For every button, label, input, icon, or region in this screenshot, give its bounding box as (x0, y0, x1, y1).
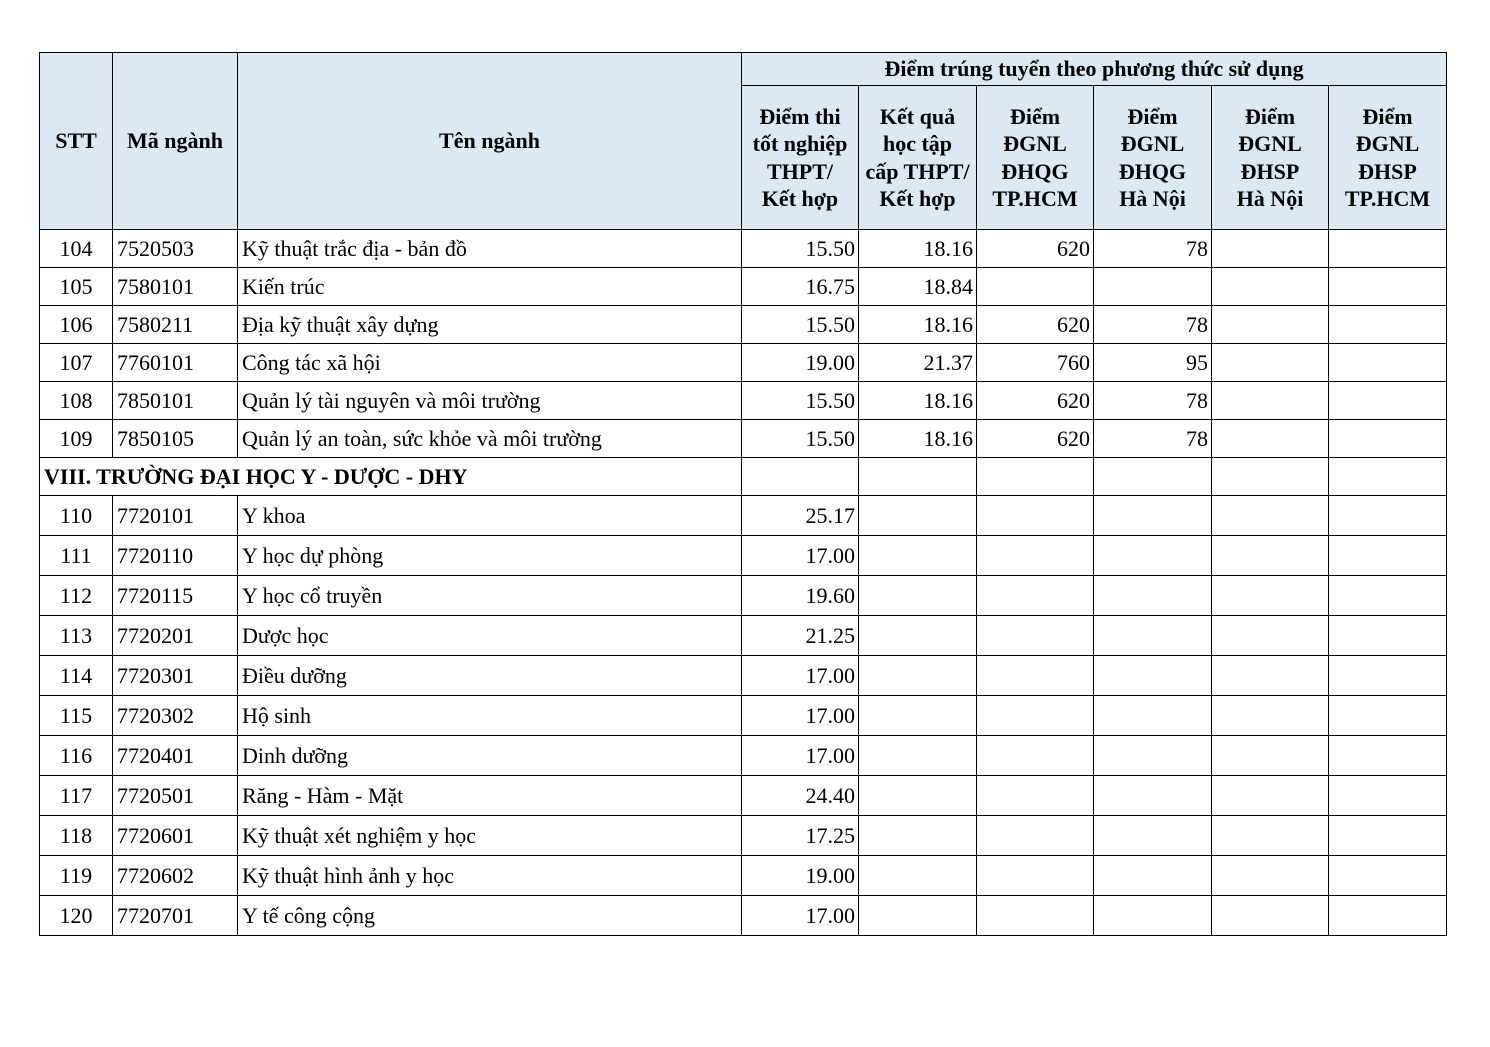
header-sub-line: ĐGNL (1003, 131, 1067, 156)
cell-dhqg-hcm (977, 576, 1094, 616)
cell-hocba (859, 496, 977, 536)
cell-code: 7720401 (113, 736, 238, 776)
cell-name: Dược học (238, 616, 742, 656)
cell-hocba (859, 656, 977, 696)
table-row (40, 896, 1447, 936)
cell-name: Y khoa (238, 496, 742, 536)
cell-stt: 104 (40, 230, 113, 268)
cell-dhqg-hcm (977, 816, 1094, 856)
cell-dhsp-hn (1212, 816, 1329, 856)
cell-dhqg-hcm (977, 536, 1094, 576)
section-empty-cell (859, 458, 977, 496)
cell-hocba (859, 616, 977, 656)
header-sub-line: Hà Nội (1236, 186, 1304, 211)
header-sub-line: ĐHSP (1240, 158, 1300, 184)
cell-dhqg-hn (1094, 696, 1212, 736)
cell-thpt: 19.00 (742, 344, 859, 382)
table-row (40, 776, 1447, 816)
section-title: VIII. TRƯỜNG ĐẠI HỌC Y - DƯỢC - DHY (40, 458, 742, 496)
cell-thpt: 17.00 (742, 896, 859, 936)
cell-dhsp-hcm (1329, 816, 1447, 856)
header-sub-line: Điểm thi (759, 103, 841, 129)
cell-stt: 118 (40, 816, 113, 856)
cell-dhqg-hcm: 620 (977, 420, 1094, 458)
cell-name: Công tác xã hội (238, 344, 742, 382)
table-row (40, 420, 1447, 458)
cell-thpt: 17.25 (742, 816, 859, 856)
cell-dhqg-hn: 78 (1094, 230, 1212, 268)
section-empty-cell (1212, 458, 1329, 496)
cell-code: 7720501 (113, 776, 238, 816)
cell-stt: 105 (40, 268, 113, 306)
cell-hocba: 21.37 (859, 344, 977, 382)
table-row (40, 344, 1447, 382)
cell-thpt: 19.60 (742, 576, 859, 616)
table-row (40, 268, 1447, 306)
header-group: Điểm trúng tuyển theo phương thức sử dụng (742, 53, 1447, 86)
cell-dhqg-hcm: 620 (977, 230, 1094, 268)
cell-dhsp-hn (1212, 736, 1329, 776)
section-empty-cell (742, 458, 859, 496)
cell-thpt: 17.00 (742, 696, 859, 736)
cell-dhqg-hn (1094, 656, 1212, 696)
cell-dhqg-hcm (977, 896, 1094, 936)
cell-dhqg-hn (1094, 856, 1212, 896)
cell-dhqg-hcm (977, 268, 1094, 306)
header-sub-line: ĐGNL (1120, 131, 1185, 156)
cell-hocba (859, 896, 977, 936)
section-empty-cell (1329, 458, 1447, 496)
cell-thpt: 15.50 (742, 420, 859, 458)
cell-dhsp-hcm (1329, 736, 1447, 776)
cell-hocba: 18.16 (859, 306, 977, 344)
table-row (40, 382, 1447, 420)
cell-stt: 111 (40, 536, 113, 576)
cell-stt: 114 (40, 656, 113, 696)
table-row (40, 230, 1447, 268)
cell-thpt: 15.50 (742, 230, 859, 268)
cell-dhqg-hn (1094, 576, 1212, 616)
header-sub-line: học tập (882, 131, 953, 156)
cell-dhqg-hcm: 620 (977, 306, 1094, 344)
cell-stt: 109 (40, 420, 113, 458)
header-sub-line: Điểm (1127, 103, 1178, 129)
cell-hocba (859, 856, 977, 896)
cell-stt: 113 (40, 616, 113, 656)
header-stt: STT (40, 53, 113, 230)
header-sub-5 (1329, 86, 1447, 230)
header-sub-line: THPT/ (766, 158, 833, 184)
header-sub-line: cấp THPT/ (865, 158, 970, 184)
cell-thpt: 15.50 (742, 382, 859, 420)
header-sub-line: Kết quả (879, 103, 956, 129)
section-row (40, 458, 1447, 496)
cell-dhqg-hn (1094, 896, 1212, 936)
header-sub-line: ĐHQG (1118, 158, 1187, 184)
cell-code: 7760101 (113, 344, 238, 382)
cell-dhsp-hn (1212, 382, 1329, 420)
header-sub-line: Điểm (1362, 103, 1413, 129)
cell-dhqg-hn: 95 (1094, 344, 1212, 382)
cell-dhsp-hn (1212, 230, 1329, 268)
header-sub-1 (859, 86, 977, 230)
cell-thpt: 25.17 (742, 496, 859, 536)
table-row (40, 736, 1447, 776)
cell-dhsp-hcm (1329, 776, 1447, 816)
cell-hocba: 18.16 (859, 230, 977, 268)
cell-dhqg-hcm (977, 736, 1094, 776)
cell-dhsp-hn (1212, 576, 1329, 616)
cell-hocba (859, 536, 977, 576)
cell-dhqg-hcm: 760 (977, 344, 1094, 382)
cell-stt: 115 (40, 696, 113, 736)
cell-dhqg-hn: 78 (1094, 306, 1212, 344)
cell-dhsp-hcm (1329, 896, 1447, 936)
cell-thpt: 21.25 (742, 616, 859, 656)
header-sub-line: ĐGNL (1238, 131, 1302, 156)
cell-hocba (859, 736, 977, 776)
table-row (40, 816, 1447, 856)
cell-dhsp-hcm (1329, 420, 1447, 458)
cell-code: 7720602 (113, 856, 238, 896)
cell-dhsp-hcm (1329, 656, 1447, 696)
cell-dhqg-hn (1094, 736, 1212, 776)
cell-stt: 119 (40, 856, 113, 896)
cell-code: 7720701 (113, 896, 238, 936)
table-row (40, 536, 1447, 576)
cell-name: Dinh dưỡng (238, 736, 742, 776)
cell-hocba (859, 696, 977, 736)
cell-code: 7580101 (113, 268, 238, 306)
header-sub-line: tốt nghiệp (752, 131, 848, 156)
cell-dhsp-hcm (1329, 856, 1447, 896)
cell-stt: 108 (40, 382, 113, 420)
cell-thpt: 19.00 (742, 856, 859, 896)
cell-dhsp-hcm (1329, 382, 1447, 420)
cell-code: 7720115 (113, 576, 238, 616)
cell-stt: 120 (40, 896, 113, 936)
header-sub-line: Kết hợp (761, 186, 839, 211)
header-sub-2 (977, 86, 1094, 230)
cell-name: Địa kỹ thuật xây dựng (238, 306, 742, 344)
cell-hocba: 18.16 (859, 420, 977, 458)
cell-name: Quản lý tài nguyên và môi trường (238, 382, 742, 420)
cell-name: Kỹ thuật trắc địa - bản đồ (238, 230, 742, 268)
cell-dhsp-hcm (1329, 344, 1447, 382)
cell-dhqg-hn (1094, 268, 1212, 306)
cell-dhsp-hcm (1329, 496, 1447, 536)
cell-code: 7580211 (113, 306, 238, 344)
cell-code: 7850101 (113, 382, 238, 420)
header-name: Tên ngành (238, 53, 742, 230)
cell-name: Răng - Hàm - Mặt (238, 776, 742, 816)
cell-stt: 117 (40, 776, 113, 816)
cell-stt: 112 (40, 576, 113, 616)
cell-dhsp-hn (1212, 306, 1329, 344)
cell-dhqg-hcm (977, 496, 1094, 536)
cell-dhqg-hcm (977, 776, 1094, 816)
cell-thpt: 16.75 (742, 268, 859, 306)
header-sub-line: Điểm (1009, 103, 1061, 129)
cell-code: 7720110 (113, 536, 238, 576)
cell-name: Y học cổ truyền (238, 576, 742, 616)
table-body (40, 230, 1447, 936)
cell-stt: 110 (40, 496, 113, 536)
cell-dhsp-hn (1212, 536, 1329, 576)
cell-stt: 106 (40, 306, 113, 344)
cell-dhsp-hcm (1329, 696, 1447, 736)
cell-dhqg-hn: 78 (1094, 420, 1212, 458)
cell-code: 7720201 (113, 616, 238, 656)
cell-thpt: 17.00 (742, 656, 859, 696)
header-sub-line: ĐHQG (1001, 158, 1069, 184)
cell-dhqg-hn (1094, 536, 1212, 576)
cell-dhsp-hn (1212, 616, 1329, 656)
header-sub-0 (742, 86, 859, 230)
table-row (40, 856, 1447, 896)
cell-code: 7520503 (113, 230, 238, 268)
cell-dhsp-hn (1212, 420, 1329, 458)
cell-dhsp-hcm (1329, 536, 1447, 576)
cell-name: Quản lý an toàn, sức khỏe và môi trường (238, 420, 742, 458)
cell-dhqg-hn (1094, 816, 1212, 856)
cell-code: 7720601 (113, 816, 238, 856)
cell-dhsp-hcm (1329, 230, 1447, 268)
cell-code: 7720101 (113, 496, 238, 536)
header-sub-line: Điểm (1244, 103, 1296, 129)
cell-name: Điều dưỡng (238, 656, 742, 696)
cell-thpt: 15.50 (742, 306, 859, 344)
cell-dhqg-hcm (977, 696, 1094, 736)
table-row (40, 696, 1447, 736)
header-sub-line: Kết hợp (879, 186, 956, 211)
header-sub-line: TP.HCM (992, 186, 1078, 211)
cell-dhsp-hn (1212, 776, 1329, 816)
table-header (40, 53, 1447, 230)
cell-thpt: 17.00 (742, 536, 859, 576)
table-row (40, 576, 1447, 616)
cell-code: 7720302 (113, 696, 238, 736)
header-sub-3 (1094, 86, 1212, 230)
cell-name: Y tế công cộng (238, 896, 742, 936)
cell-dhsp-hn (1212, 856, 1329, 896)
cell-dhsp-hn (1212, 268, 1329, 306)
cell-name: Hộ sinh (238, 696, 742, 736)
table-row (40, 656, 1447, 696)
cell-dhqg-hn (1094, 776, 1212, 816)
header-sub-line: TP.HCM (1344, 186, 1431, 211)
cell-hocba: 18.84 (859, 268, 977, 306)
table-row (40, 616, 1447, 656)
cell-hocba (859, 576, 977, 616)
cell-dhqg-hcm (977, 616, 1094, 656)
cell-stt: 116 (40, 736, 113, 776)
cell-dhsp-hn (1212, 344, 1329, 382)
cell-code: 7720301 (113, 656, 238, 696)
cell-dhqg-hcm: 620 (977, 382, 1094, 420)
table-row (40, 306, 1447, 344)
cell-dhsp-hcm (1329, 306, 1447, 344)
cell-thpt: 24.40 (742, 776, 859, 816)
cell-name: Kiến trúc (238, 268, 742, 306)
header-sub-line: Hà Nội (1119, 186, 1186, 211)
header-code: Mã ngành (113, 53, 238, 230)
cell-hocba (859, 816, 977, 856)
cell-dhqg-hn (1094, 616, 1212, 656)
cell-dhqg-hn: 78 (1094, 382, 1212, 420)
cell-dhqg-hn (1094, 496, 1212, 536)
cell-hocba: 18.16 (859, 382, 977, 420)
cell-dhsp-hn (1212, 696, 1329, 736)
cell-dhqg-hcm (977, 856, 1094, 896)
header-sub-line: ĐGNL (1355, 131, 1420, 156)
section-empty-cell (977, 458, 1094, 496)
table-row (40, 496, 1447, 536)
cell-dhsp-hcm (1329, 268, 1447, 306)
cell-stt: 107 (40, 344, 113, 382)
cell-name: Y học dự phòng (238, 536, 742, 576)
cell-code: 7850105 (113, 420, 238, 458)
cell-dhsp-hcm (1329, 616, 1447, 656)
cell-dhqg-hcm (977, 656, 1094, 696)
cell-dhsp-hcm (1329, 576, 1447, 616)
header-sub-4 (1212, 86, 1329, 230)
cell-name: Kỹ thuật hình ảnh y học (238, 856, 742, 896)
cell-dhsp-hn (1212, 496, 1329, 536)
admission-score-table (39, 52, 1447, 936)
section-empty-cell (1094, 458, 1212, 496)
cell-thpt: 17.00 (742, 736, 859, 776)
cell-name: Kỹ thuật xét nghiệm y học (238, 816, 742, 856)
cell-hocba (859, 776, 977, 816)
cell-dhsp-hn (1212, 896, 1329, 936)
header-sub-line: ĐHSP (1358, 158, 1417, 184)
cell-dhsp-hn (1212, 656, 1329, 696)
